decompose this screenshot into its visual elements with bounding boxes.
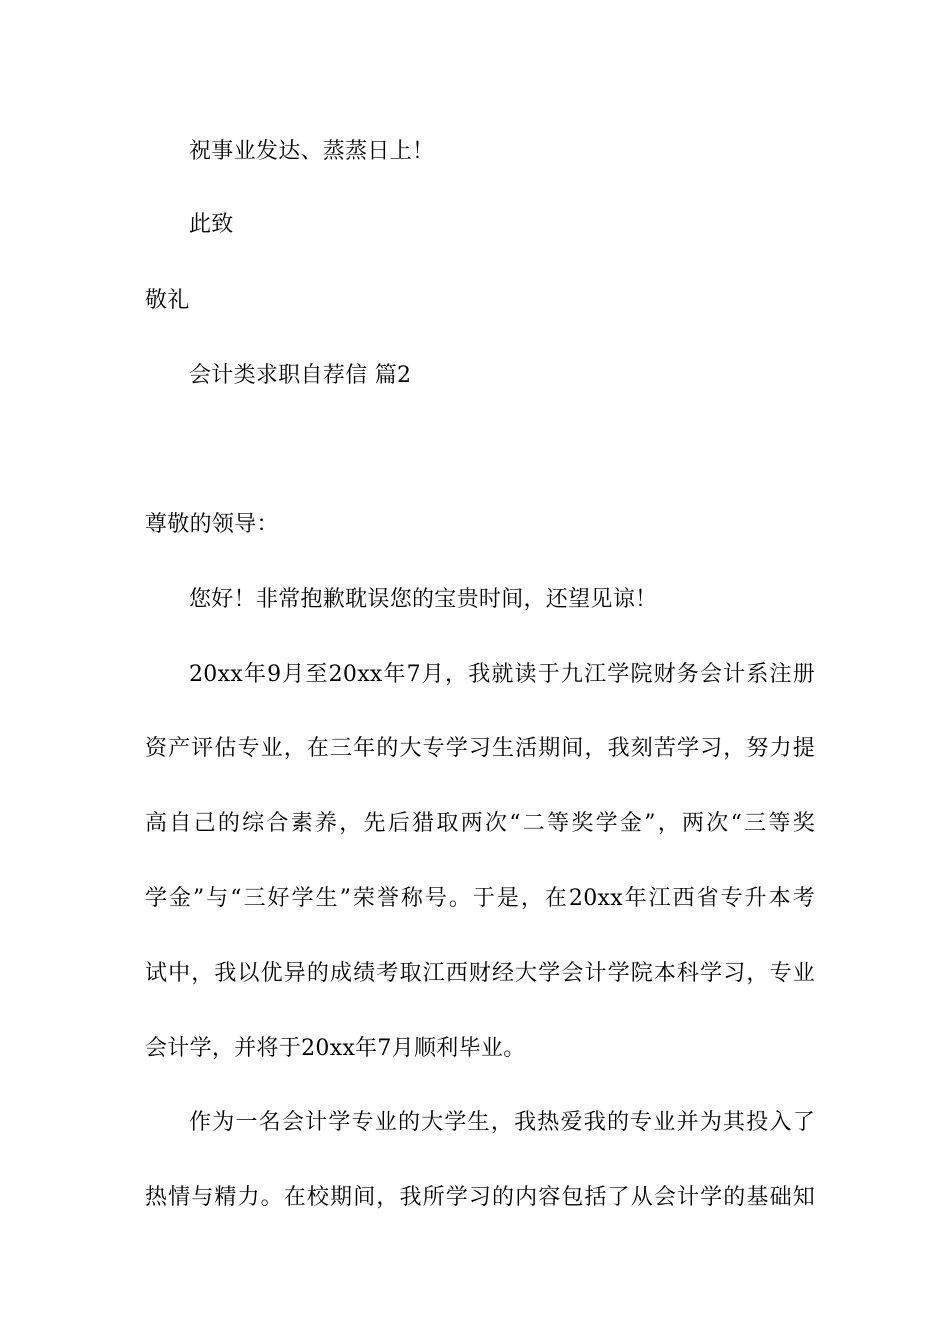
greeting: 尊敬的领导：: [145, 512, 279, 537]
paragraph-1: 您好！非常抱歉耽误您的宝贵时间，还望见谅！: [189, 587, 658, 612]
paragraph-2-line: 资产评估专业，在三年的大专学习生活期间，我刻苦学习，努力提: [145, 736, 815, 761]
section-heading: 会计类求职自荐信 篇2: [189, 363, 412, 388]
paragraph-3-line: 热情与精力。在校期间，我所学习的内容包括了从会计学的基础知: [145, 1185, 815, 1210]
closing-salutation-1: 此致: [189, 212, 234, 237]
paragraph-3-line: 作为一名会计学专业的大学生，我热爱我的专业并为其投入了: [189, 1110, 815, 1135]
paragraph-2-line: 试中，我以优异的成绩考取江西财经大学会计学院本科学习，专业: [145, 961, 815, 986]
paragraph-2-line: 学金”与“三好学生”荣誉称号。于是，在20xx年江西省专升本考: [145, 886, 815, 911]
paragraph-2-line: 会计学，并将于20xx年7月顺利毕业。: [145, 1036, 526, 1061]
closing-wish: 祝事业发达、蒸蒸日上！: [189, 139, 435, 164]
paragraph-2-line: 20xx年9月至20xx年7月，我就读于九江学院财务会计系注册: [189, 662, 815, 687]
closing-salutation-2: 敬礼: [145, 288, 190, 313]
paragraph-2-line: 高自己的综合素养，先后猎取两次“二等奖学金”，两次“三等奖: [145, 811, 815, 836]
